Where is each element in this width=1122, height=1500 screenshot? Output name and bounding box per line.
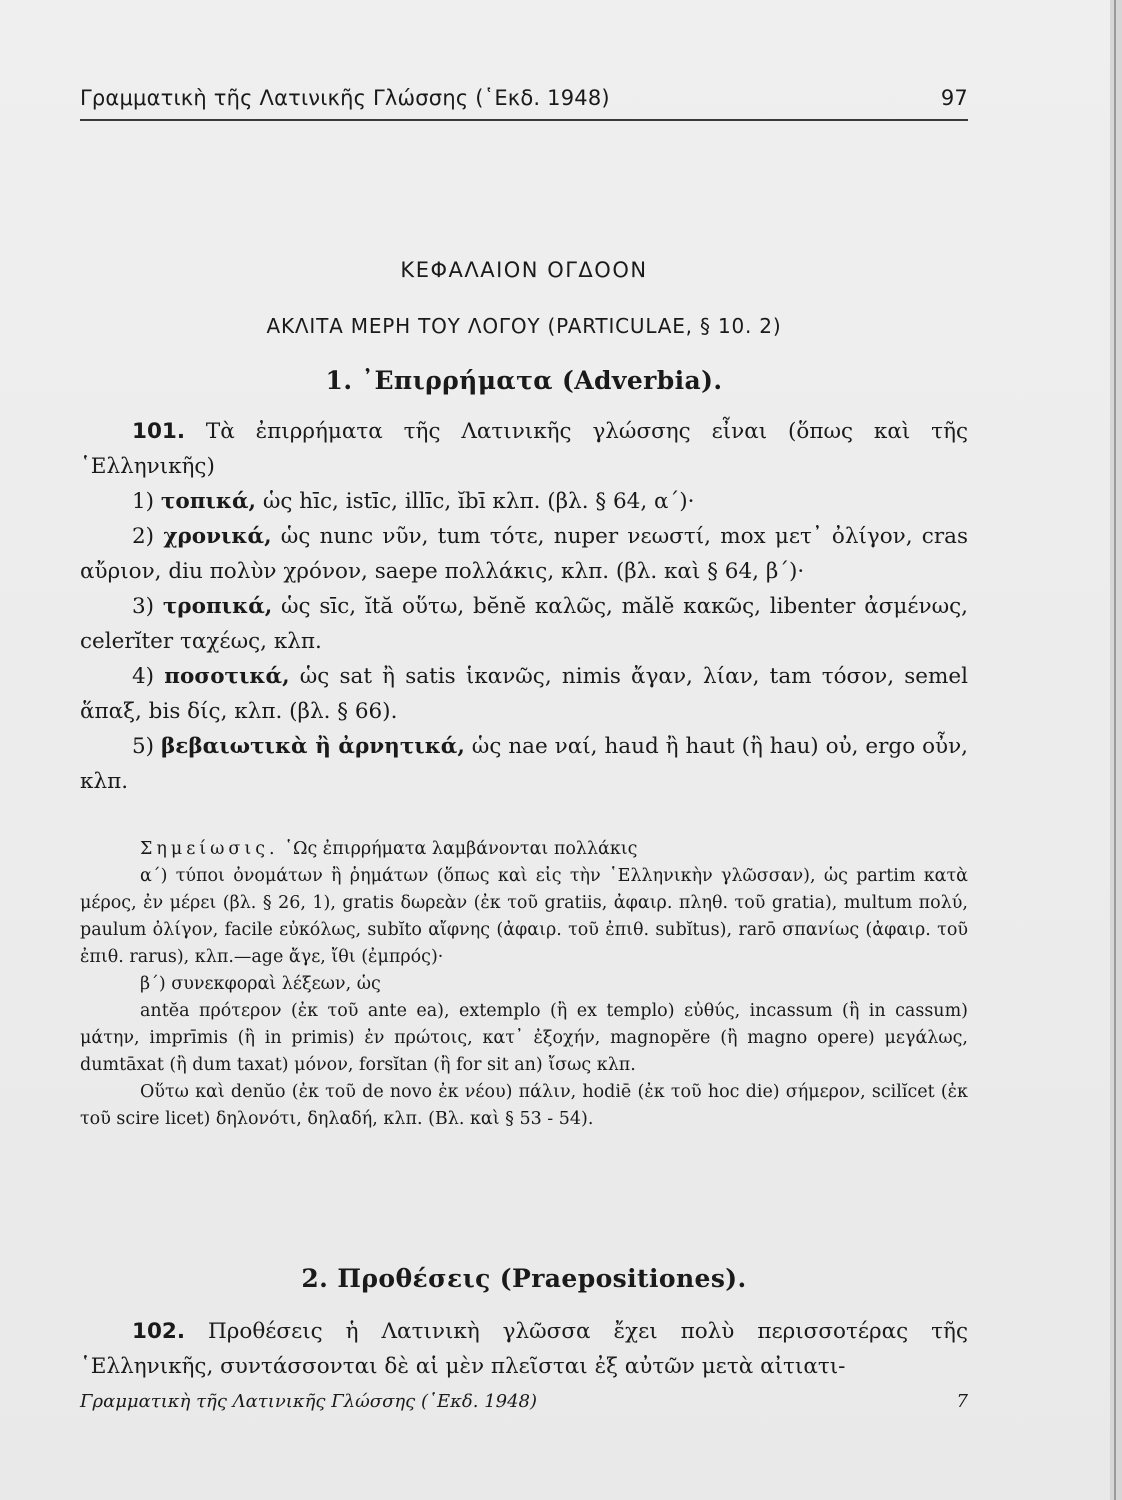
list-item <box>80 589 968 659</box>
item-term: χρονικά, <box>163 524 272 549</box>
item-term: βεβαιωτικὰ ἢ ἀρνητικά, <box>161 734 465 759</box>
note-item-b: antĕa πρότερον (ἐκ τοῦ ante ea), extemplo (ἢ ex templo) εὐθύς, incassum (ἢ in cassum) μάτην, imprīmis (ἢ in primis) ἐν πρώτοις, κατ᾽ ἐξοχήν, magnopĕre (ἢ magno opere) μεγάλως, dumtāxat (ἢ dum taxat) μόνον, forsĭtan (ἢ for sit an) ἴσως κλπ. <box>80 1001 968 1075</box>
chapter-subtitle: ΑΚΛΙΤΑ ΜΕΡΗ ΤΟΥ ΛΟΓΟΥ (PARTICULAE, § 10. 2) <box>266 314 782 338</box>
note-label: Σημείωσις. <box>140 839 279 859</box>
signature-title: Γραμματικὴ τῆς Λατινικῆς Γλώσσης (῾Εκδ. 1948) <box>80 1391 538 1412</box>
section-body-adverbia <box>80 414 968 799</box>
note-intro-text: ῾Ως ἐπιρρήματα λαμβάνονται πολλάκις <box>284 839 638 859</box>
item-text: ὡς sīc, ĭtă οὕτω, bĕnĕ καλῶς, mălĕ κακῶς, libenter ἀσμένως, celerĭter ταχέως, κλπ. <box>80 594 968 654</box>
paragraph-101 <box>80 414 968 484</box>
item-marker: 3) <box>132 594 155 619</box>
section-heading-adverbia: 1. ᾿Επιρρήματα (Adverbia). <box>325 366 723 395</box>
item-term: ποσοτικά, <box>164 664 290 689</box>
list-item <box>80 519 968 589</box>
paragraph-102 <box>80 1314 968 1384</box>
item-term: τροπικά, <box>162 594 273 619</box>
page-edge <box>1110 0 1122 1500</box>
item-term: τοπικά, <box>160 489 257 514</box>
note-intro <box>80 836 968 863</box>
note-item-a: α΄) τύποι ὀνομάτων ἢ ῥημάτων (ὅπως καὶ εἰς τὴν ῾Ελληνικὴν γλῶσσαν), ὡς partim κατὰ μέρος, ἐν μέρει (βλ. § 26, 1), gratis δωρεὰν (ἐκ τοῦ gratiis, ἀφαιρ. πληθ. τοῦ gratia), multum πολύ, paulum ὀλίγον, facile εὐκόλως, subĭto αἴφνης (ἀφαιρ. τοῦ ἐπιθ. subĭtus), rarō σπανίως (ἀφαιρ. τοῦ ἐπιθ. rarus), κλπ.—age ἄγε, ἴθι (ἐμπρός)· <box>80 866 968 967</box>
paragraph-text: Προθέσεις ἡ Λατινικὴ γλῶσσα ἔχει πολὺ περισσοτέρας τῆς ῾Ελληνικῆς, συντάσσονται δὲ αἱ μὲν πλεῖσται ἐξ αὐτῶν μετὰ αἰτιατι- <box>80 1319 968 1379</box>
page-number: 97 <box>940 86 968 110</box>
section-heading-praepositiones: 2. Προθέσεις (Praepositiones). <box>301 1264 747 1293</box>
chapter-title: ΚΕΦΑΛΑΙΟΝ ΟΓΔΟΟΝ <box>400 258 648 282</box>
paragraph-number: 101. <box>132 419 186 444</box>
item-text: ὡς nunc νῦν, tum τότε, nuper νεωστί, mox μετ᾽ ὀλίγον, cras αὔριον, diu πολὺν χρόνον, saepe πολλάκις, κλπ. (βλ. καὶ § 64, β΄)· <box>80 524 968 584</box>
item-text: ὡς sat ἢ satis ἱκανῶς, nimis ἄγαν, λίαν, tam τόσον, semel ἅπαξ, bis δίς, κλπ. (βλ. § 66). <box>80 664 968 724</box>
note-block <box>80 836 968 1133</box>
note-item-b-label: β΄) συνεκφοραὶ λέξεων, ὡς <box>140 974 381 994</box>
item-marker: 5) <box>132 734 155 759</box>
item-text: ὡς hīc, istīc, illīc, ĭbī κλπ. (βλ. § 64, α΄)· <box>262 489 695 514</box>
note-item-c: Οὕτω καὶ denŭo (ἐκ τοῦ de novo ἐκ νέου) πάλιν, hodiē (ἐκ τοῦ hoc die) σήμερον, scilĭcet (ἐκ τοῦ scire licet) δηλονότι, δηλαδή, κλπ. (Βλ. καὶ § 53 - 54). <box>80 1082 968 1129</box>
section-body-praepositiones <box>80 1314 968 1384</box>
item-marker: 1) <box>132 489 155 514</box>
paragraph-text: Τὰ ἐπιρρήματα τῆς Λατινικῆς γλώσσης εἶναι (ὅπως καὶ τῆς ῾Ελληνικῆς) <box>80 419 968 479</box>
item-marker: 2) <box>132 524 155 549</box>
list-item <box>80 484 968 519</box>
item-marker: 4) <box>132 664 155 689</box>
list-item <box>80 729 968 799</box>
running-head <box>80 86 968 110</box>
item-text: ὡς nae ναί, haud ἢ haut (ἢ hau) οὐ, ergo οὖν, κλπ. <box>80 734 968 794</box>
paragraph-number: 102. <box>132 1319 186 1344</box>
running-title: Γραμματικὴ τῆς Λατινικῆς Γλώσσης (῾Εκδ. 1948) <box>80 86 610 110</box>
signature-number: 7 <box>956 1391 968 1412</box>
list-item <box>80 659 968 729</box>
page-edge-line <box>1114 0 1116 1500</box>
signature-line <box>80 1391 968 1412</box>
header-rule <box>80 119 968 121</box>
